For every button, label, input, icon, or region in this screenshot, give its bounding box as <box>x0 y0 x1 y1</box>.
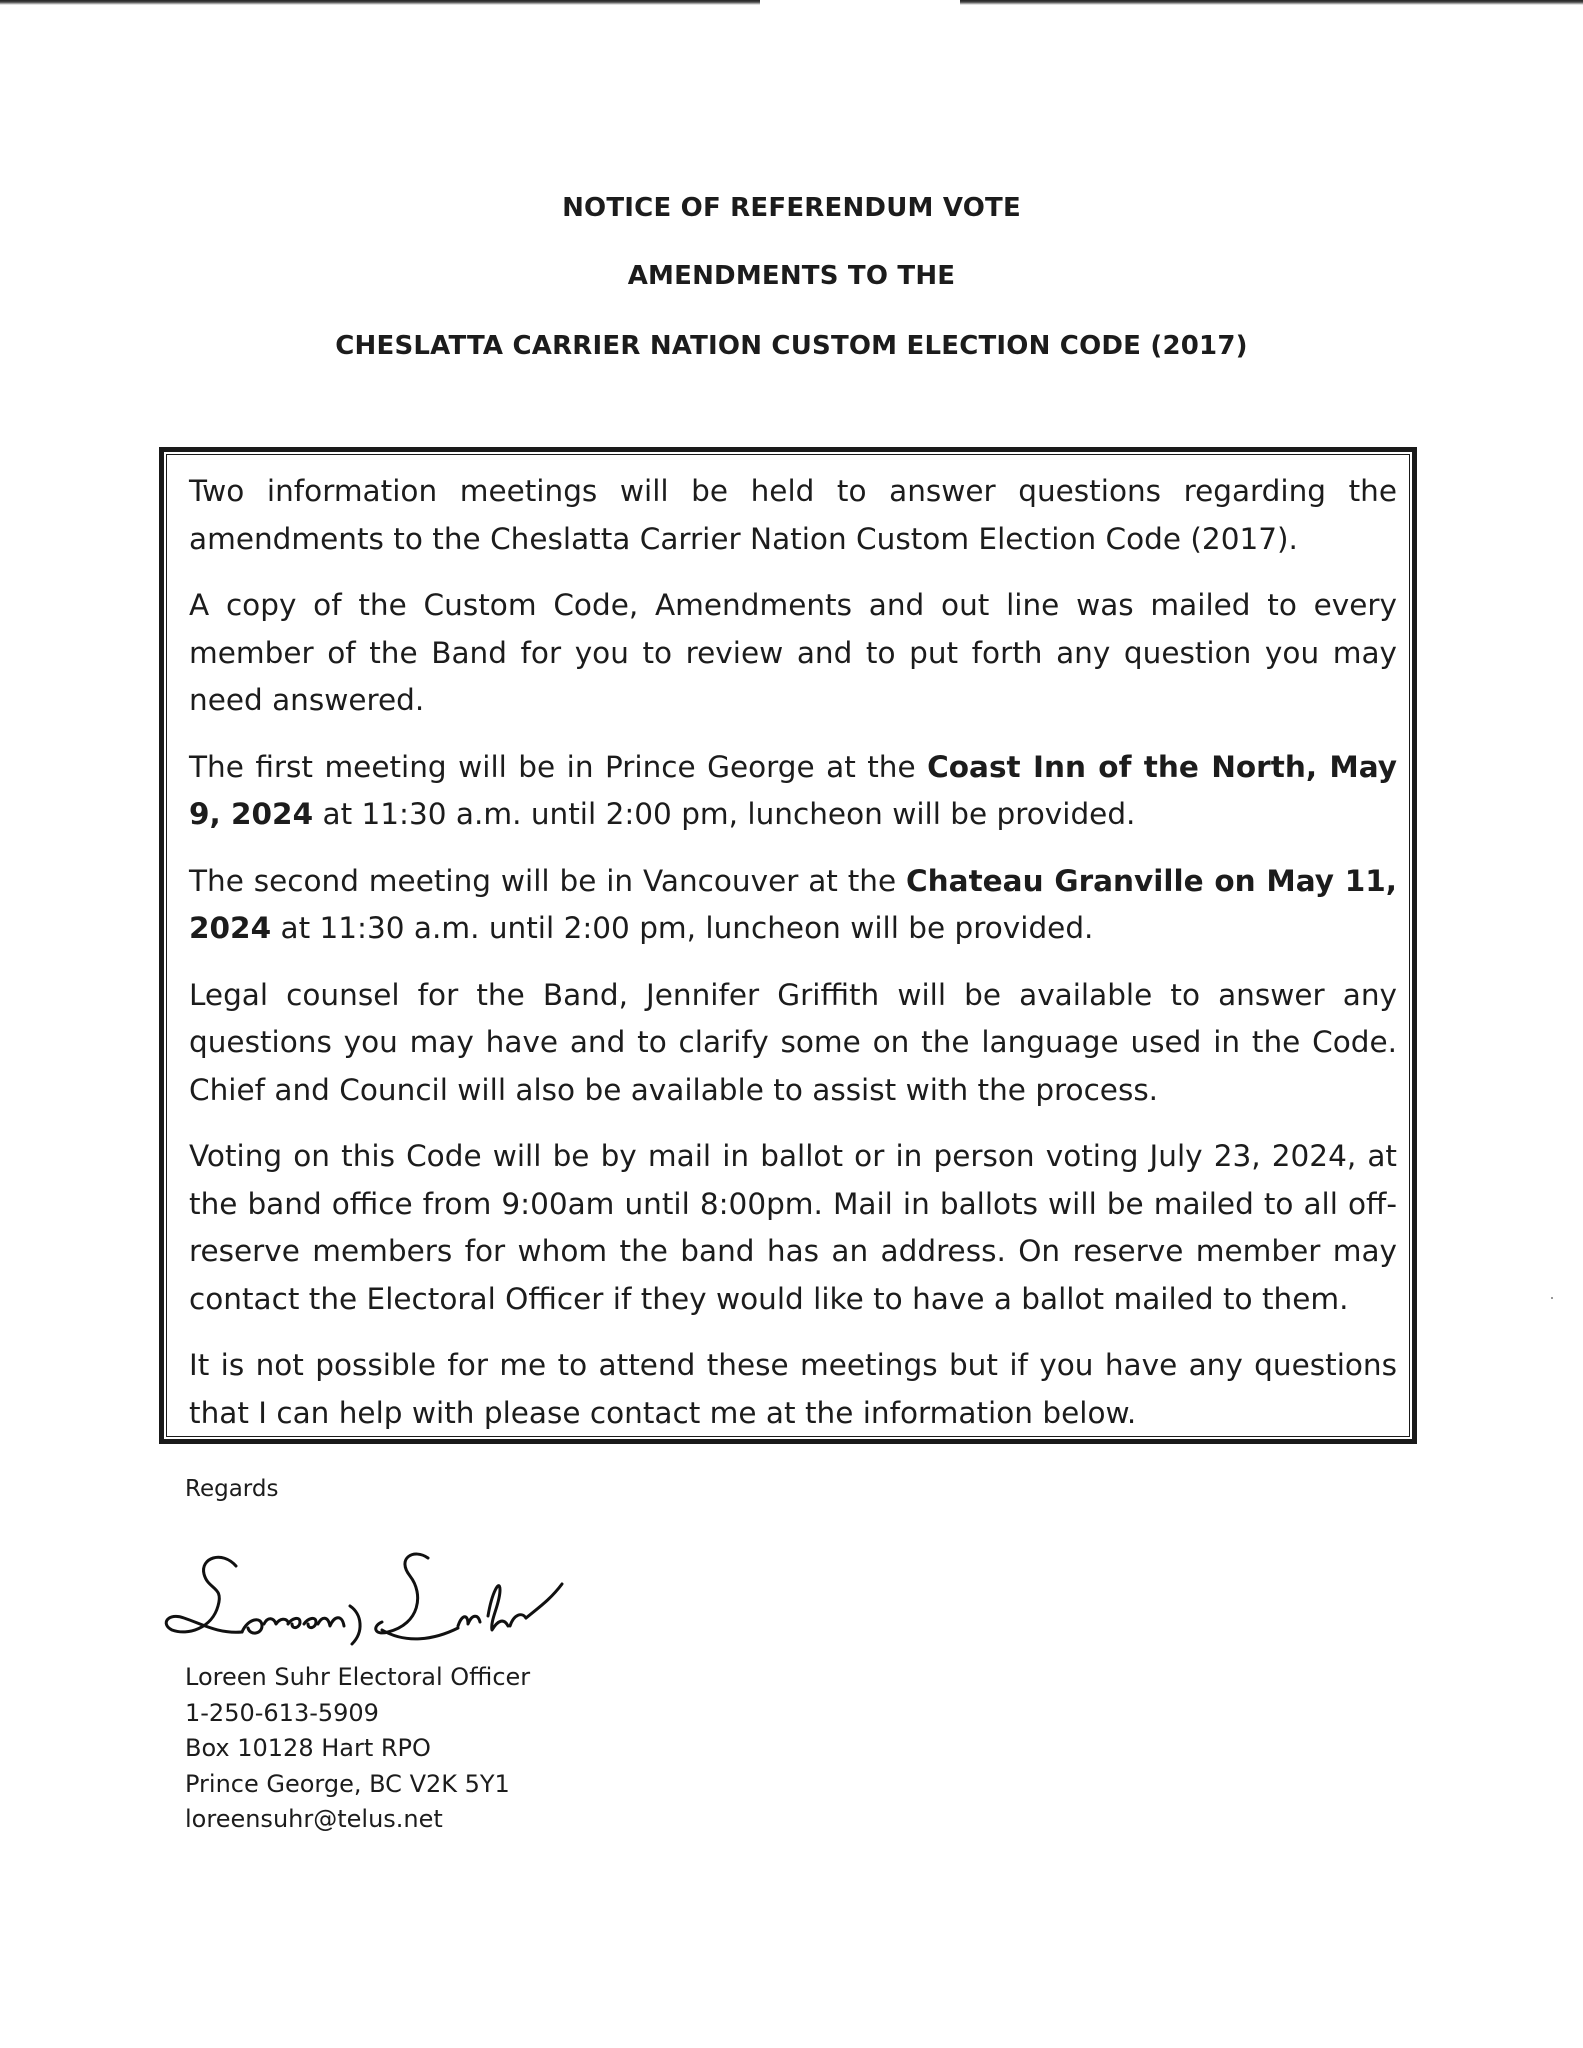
notice-subtitle: AMENDMENTS TO THE <box>627 261 956 291</box>
first-meeting-text: The first meeting will be in Prince George at the <box>189 749 928 784</box>
contact-name: Loreen Suhr Electoral Officer <box>185 1663 531 1691</box>
notice-body <box>189 468 1397 1456</box>
contact-city: Prince George, BC V2K 5Y1 <box>185 1769 510 1798</box>
second-meeting-venue: Chateau Granville on May 11, 2024 <box>189 863 1397 945</box>
contact-block <box>185 1660 530 1838</box>
scan-speck <box>1551 1297 1553 1299</box>
first-meeting-time: at 11:30 a.m. until 2:00 pm, luncheon will be provided. <box>313 797 1136 831</box>
contact-phone: 1-250-613-5909 <box>185 1698 379 1727</box>
paragraph-copy-mailed: A copy of the Custom Code, Amendments and out line was mailed to every member of the Band for you to review and to put forth any question you may need answered. <box>189 588 1397 717</box>
regards-text: Regards <box>185 1476 279 1502</box>
notice-title: NOTICE OF REFERENDUM VOTE <box>562 193 1021 223</box>
scan-edge-gap <box>760 0 960 6</box>
paragraph-first-meeting <box>189 744 1397 839</box>
paragraph-second-meeting <box>189 858 1397 953</box>
paragraph-voting-details: Voting on this Code will be by mail in ballot or in person voting July 23, 2024, at the band office from 9:00am until 8:00pm. Mail in ballots will be mailed to all off-reserve members for whom the band has an address. On reserve member may contact the Electoral Officer if they would like to have a ballot mailed to them. <box>189 1139 1397 1316</box>
second-meeting-text: The second meeting will be in Vancouver at the <box>189 863 907 898</box>
paragraph-contact-request: It is not possible for me to attend these meetings but if you have any questions that I can help with please contact me at the information below. <box>189 1348 1397 1430</box>
notice-box <box>159 447 1417 1444</box>
paragraph-legal-counsel: Legal counsel for the Band, Jennifer Griffith will be available to answer any questions you may have and to clarify some on the language used in the Code. Chief and Council will also be available to assist with the process. <box>189 977 1397 1107</box>
second-meeting-time: at 11:30 a.m. until 2:00 pm, luncheon will be provided. <box>271 911 1094 945</box>
contact-email: loreensuhr@telus.net <box>185 1805 443 1833</box>
first-meeting-venue: Coast Inn of the North, May 9, 2024 <box>189 749 1397 831</box>
paragraph-meetings-intro: Two information meetings will be held to answer questions regarding the amendments to the Cheslatta Carrier Nation Custom Election Code (2017). <box>189 474 1397 556</box>
notice-code-name: CHESLATTA CARRIER NATION CUSTOM ELECTION CODE (2017) <box>335 331 1248 361</box>
handwritten-signature <box>158 1528 568 1658</box>
contact-mailbox: Box 10128 Hart RPO <box>185 1734 431 1762</box>
